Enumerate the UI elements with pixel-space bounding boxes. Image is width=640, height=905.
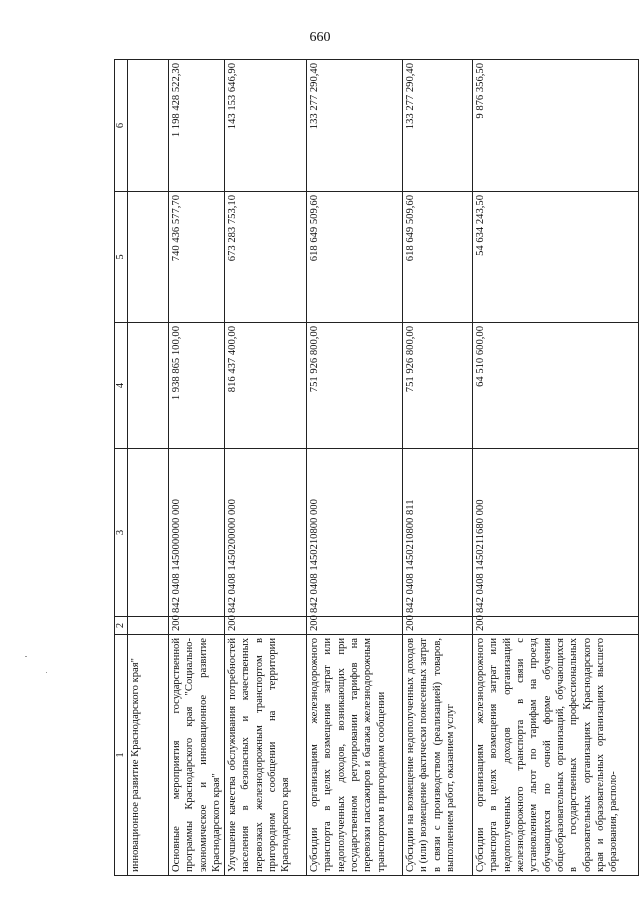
table-row — [128, 60, 169, 876]
row-value-5: 618 649 509,60 — [403, 192, 473, 323]
row-code: 842 0408 1450210800 811 — [403, 449, 473, 617]
row-value-4: 1 938 865 100,00 — [169, 323, 225, 449]
header-cell: 1 — [115, 635, 128, 876]
row-col2: 200 — [225, 617, 307, 635]
row-name: Субсидии организациям железнодорожного транспорта в целях возмещения затрат или недополученных доходов, возникающих при государственном регулировании тарифов на перевозки пассажиров и багажа железнодорожным транспортом в пригородном сообщении — [307, 635, 403, 876]
row-value-4: 751 926 800,00 — [403, 323, 473, 449]
header-cell: 4 — [115, 323, 128, 449]
row-col2: 200 — [403, 617, 473, 635]
row-value-4: 751 926 800,00 — [307, 323, 403, 449]
table-row — [403, 60, 473, 876]
row-value-6: 9 876 356,50 — [473, 60, 639, 192]
row-value-4: 64 510 600,00 — [473, 323, 639, 449]
rotated-table-container — [114, 60, 640, 876]
row-code: 842 0408 1450200000 000 — [225, 449, 307, 617]
header-cell: 6 — [115, 60, 128, 192]
row-value-6: 1 198 428 522,30 — [169, 60, 225, 192]
row-code — [128, 449, 169, 617]
header-cell: 3 — [115, 449, 128, 617]
row-value-5: 618 649 509,60 — [307, 192, 403, 323]
row-value-5 — [128, 192, 169, 323]
row-value-6: 133 277 290,40 — [307, 60, 403, 192]
row-col2: 200 — [473, 617, 639, 635]
row-col2: 200 — [307, 617, 403, 635]
row-name: Субсидии на возмещение недополученных доходов и (или) возмещение фактически понесенных затрат в связи с производством (реализацией) товаров, выполнением работ, оказанием услуг — [403, 635, 473, 876]
table-row — [307, 60, 403, 876]
row-value-5: 673 283 753,10 — [225, 192, 307, 323]
row-value-4 — [128, 323, 169, 449]
header-cell: 2 — [115, 617, 128, 635]
row-value-6: 143 153 646,90 — [225, 60, 307, 192]
scan-speck — [46, 672, 47, 673]
row-code: 842 0408 1450000000 000 — [169, 449, 225, 617]
scan-speck — [25, 656, 27, 657]
row-value-4: 816 437 400,00 — [225, 323, 307, 449]
row-value-5: 740 436 577,70 — [169, 192, 225, 323]
page-number: 660 — [309, 30, 331, 45]
row-code: 842 0408 1450211680 000 — [473, 449, 639, 617]
row-code: 842 0408 1450210800 000 — [307, 449, 403, 617]
row-value-6: 133 277 290,40 — [403, 60, 473, 192]
row-col2 — [128, 617, 169, 635]
header-cell: 5 — [115, 192, 128, 323]
budget-table — [114, 59, 639, 876]
row-value-5: 54 634 243,50 — [473, 192, 639, 323]
row-name: Улучшение качества обслуживания потребностей населения в безопасных и качественных перевозках железнодорожным транспортом в пригородном сообщении на территории Краснодарского края — [225, 635, 307, 876]
table-row — [225, 60, 307, 876]
table-header-row — [115, 60, 128, 876]
row-name: инновационное развитие Краснодарского края" — [128, 635, 169, 876]
table-row — [473, 60, 639, 876]
row-value-6 — [128, 60, 169, 192]
table-row — [169, 60, 225, 876]
row-col2: 200 — [169, 617, 225, 635]
row-name: Субсидии организациям железнодорожного транспорта в целях возмещения затрат или недополученных доходов организаций железнодорожного транспорта в связи с установлением льгот по тарифам на проезд обучающихся по очной форме обучения общеобразовательных организаций, обучающихся в государственных профессиональных образовательных организациях Краснодарского края и образовательных организациях высшего образования, располо- — [473, 635, 639, 876]
row-name: Основные мероприятия государственной программы Краснодарского края "Социально-экономическое и инновационное развитие Краснодарского края" — [169, 635, 225, 876]
